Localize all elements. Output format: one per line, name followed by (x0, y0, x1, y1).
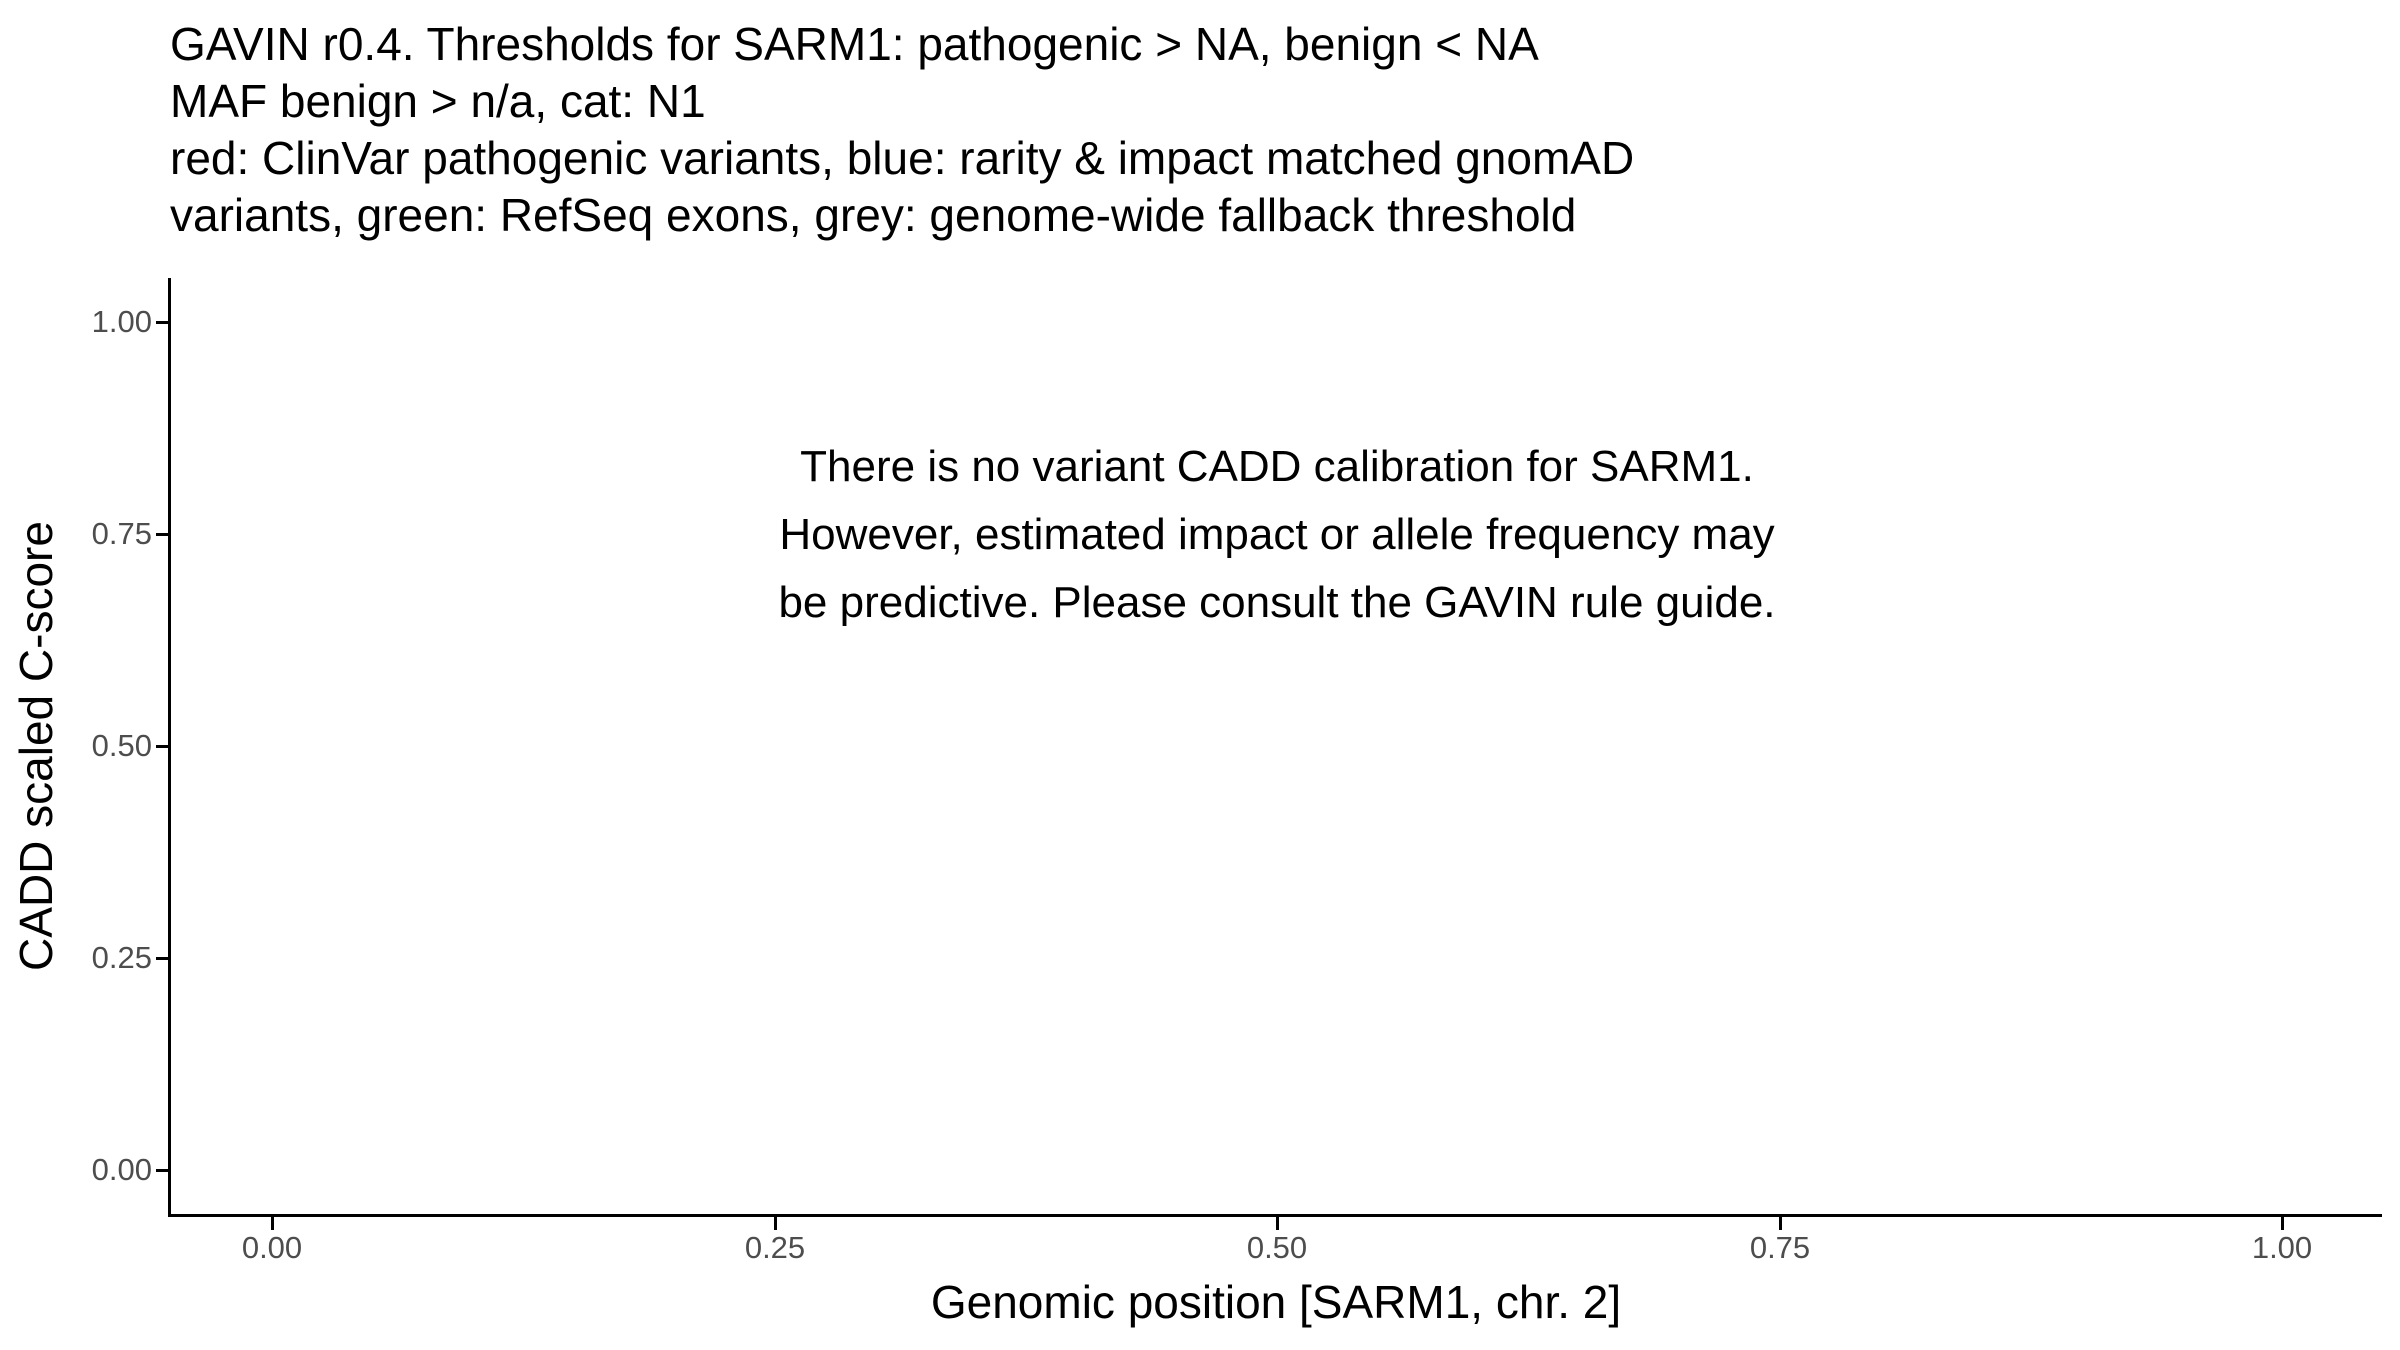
y-tick-mark-0.75 (156, 533, 169, 536)
x-tick-label: 0.75 (1749, 1230, 1811, 1265)
y-tick-mark-0.00 (156, 1169, 169, 1172)
y-tick-label: 0.00 (91, 1152, 152, 1187)
x-tick-mark-0.75 (1779, 1217, 1782, 1230)
plot-title-line-2: MAF benign > n/a, cat: N1 (170, 75, 706, 127)
y-tick-label: 0.75 (91, 516, 152, 551)
annotation-line-3: be predictive. Please consult the GAVIN rule guide. (778, 578, 1776, 627)
x-tick-label: 1.00 (2251, 1230, 2313, 1265)
y-tick-label: 1.00 (91, 304, 152, 339)
x-tick-label: 0.50 (1246, 1230, 1308, 1265)
y-axis-title: CADD scaled C-score (10, 521, 62, 971)
y-tick-mark-1.00 (156, 321, 169, 324)
x-tick-label: 0.25 (744, 1230, 806, 1265)
x-tick-mark-0.25 (774, 1217, 777, 1230)
x-axis-line (168, 1214, 2382, 1217)
y-tick-mark-0.25 (156, 957, 169, 960)
plot-title-line-1: GAVIN r0.4. Thresholds for SARM1: pathogenic > NA, benign < NA (170, 18, 1539, 70)
x-tick-mark-1.00 (2281, 1217, 2284, 1230)
annotation-line-1: There is no variant CADD calibration for SARM1. (800, 442, 1754, 491)
annotation-line-2: However, estimated impact or allele frequency may (779, 510, 1775, 559)
x-tick-label: 0.00 (241, 1230, 303, 1265)
y-tick-label: 0.25 (91, 940, 152, 975)
y-tick-label: 0.50 (91, 728, 152, 763)
x-tick-mark-0.00 (271, 1217, 274, 1230)
plot-title (170, 16, 1634, 244)
y-tick-mark-0.50 (156, 745, 169, 748)
plot-title-line-4: variants, green: RefSeq exons, grey: genome-wide fallback threshold (170, 189, 1577, 241)
plot-title-line-3: red: ClinVar pathogenic variants, blue: rarity & impact matched gnomAD (170, 132, 1635, 184)
x-tick-mark-0.50 (1276, 1217, 1279, 1230)
x-axis-title: Genomic position [SARM1, chr. 2] (930, 1276, 1622, 1328)
